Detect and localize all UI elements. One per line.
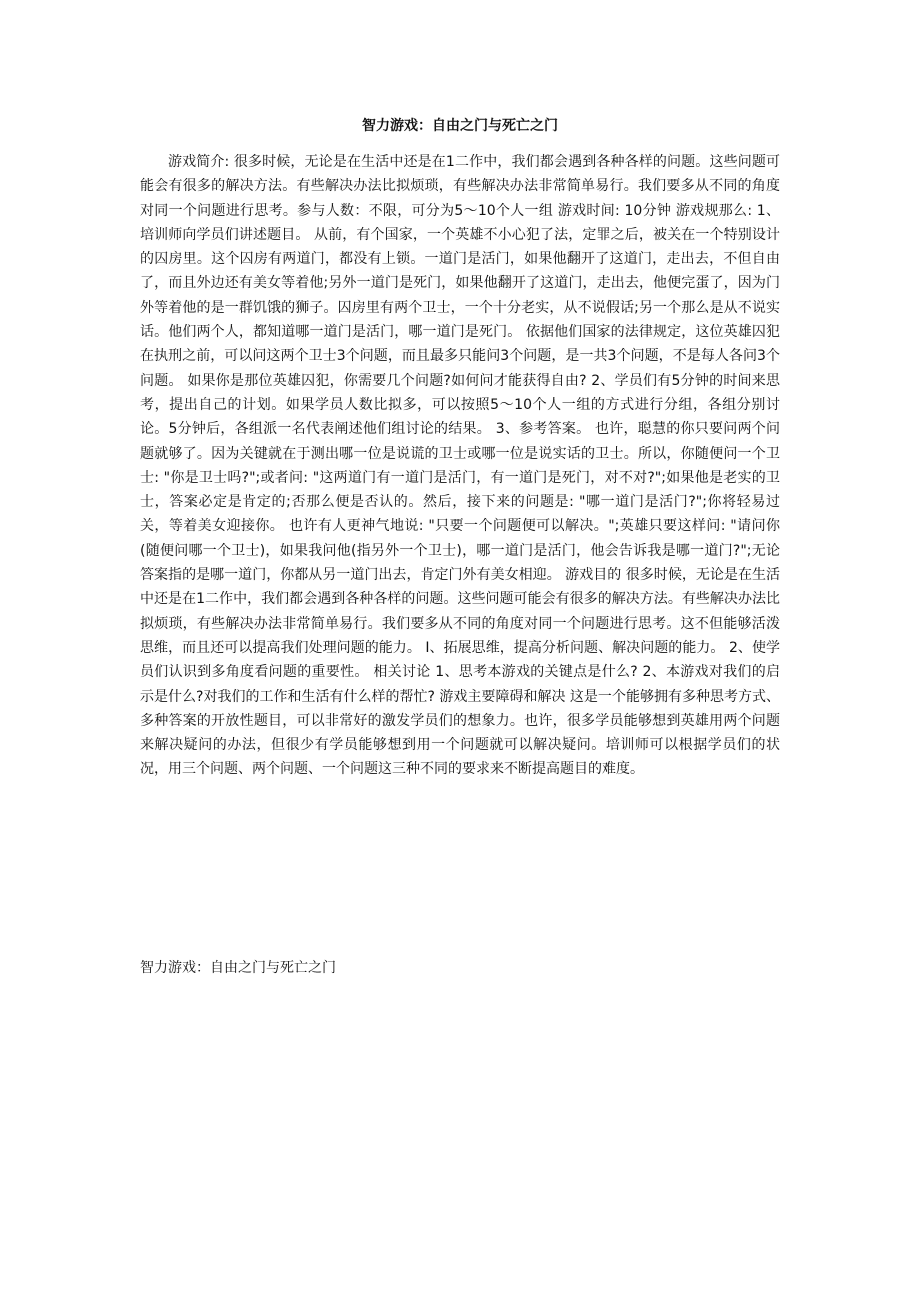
- document-title: 智力游戏：自由之门与死亡之门: [362, 118, 558, 134]
- document-footer: 智力游戏：自由之门与死亡之门: [140, 960, 336, 976]
- document-body: 游戏简介: 很多时候，无论是在生活中还是在1二作中，我们都会遇到各种各样的问题。这些问题可能会有很多的解决方法。有些解决办法比拟烦琐，有些解决办法非常简单易行。我们要多从不同的角度对同一个问题进行思考。参与人数：不限，可分为5～10个人一组 游戏时间: 10分钟 游戏规那么: 1、培训师向学员们讲述题目。 从前，有个国家，一个英雄不小心犯了法，定罪之后，被关在一个特别设计的囚房里。这个囚房有两道门，都没有上锁。一道门是活门，如果他翻开了这道门，走出去，不但自由了，而且外边还有美女等着他;另外一道门是死门，如果他翻开了这道门，走出去，他便完蛋了，因为门外等着他的是一群饥饿的狮子。囚房里有两个卫士，一个十分老实，从不说假话;另一个那么是从不说实话。他们两个人，都知道哪一道门是活门，哪一道门是死门。 依据他们国家的法律规定，这位英雄囚犯在执刑之前，可以问这两个卫士3个问题，而且最多只能问3个问题，是一共3个问题，不是每人各问3个问题。 如果你是那位英雄囚犯，你需要几个问题?如何问才能获得自由? 2、学员们有5分钟的时间来思考，提出自己的计划。如果学员人数比拟多，可以按照5～10个人一组的方式进行分组，各组分别讨论。5分钟后，各组派一名代表阐述他们组讨论的结果。 3、参考答案。 也许，聪慧的你只要问两个问题就够了。因为关键就在于测出哪一位是说谎的卫士或哪一位是说实话的卫士。所以，你随便问一个卫士: "你是卫士吗?";或者问: "这两道门有一道门是活门，有一道门是死门，对不对?";如果他是老实的卫士，答案必定是肯定的;否那么便是否认的。然后，接下来的问题是: "哪一道门是活门?";你将轻易过关，等着美女迎接你。 也许有人更神气地说: "只要一个问题便可以解决。";英雄只要这样问: "请问你(随便问哪一个卫士)，如果我问他(指另外一个卫士)，哪一道门是活门，他会告诉我是哪一道门?";无论答案指的是哪一道门，你都从另一道门出去，肯定门外有美女相迎。 游戏目的 很多时候，无论是在生活中还是在1二作中，我们都会遇到各种各样的问题。这些问题可能会有很多的解决方法。有些解决办法比拟烦琐，有些解决办法非常简单易行。我们要多从不同的角度对同一个问题进行思考。这不但能够活泼思维，而且还可以提高我们处理问题的能力。 I、拓展思维，提高分析问题、解决问题的能力。 2、使学员们认识到多角度看问题的重要性。 相关讨论 1、思考本游戏的关键点是什么? 2、本游戏对我们的启示是什么?对我们的工作和生活有什么样的帮忙? 游戏主要障碍和解决 这是一个能够拥有多种思考方式、多种答案的开放性题目，可以非常好的激发学员们的想象力。也许，很多学员能够想到英雄用两个问题来解决疑问的办法，但很少有学员能够想到用一个问题就可以解决疑问。培训师可以根据学员们的状况，用三个问题、两个问题、一个问题这三种不同的要求来不断提高题目的难度。: [140, 154, 780, 778]
